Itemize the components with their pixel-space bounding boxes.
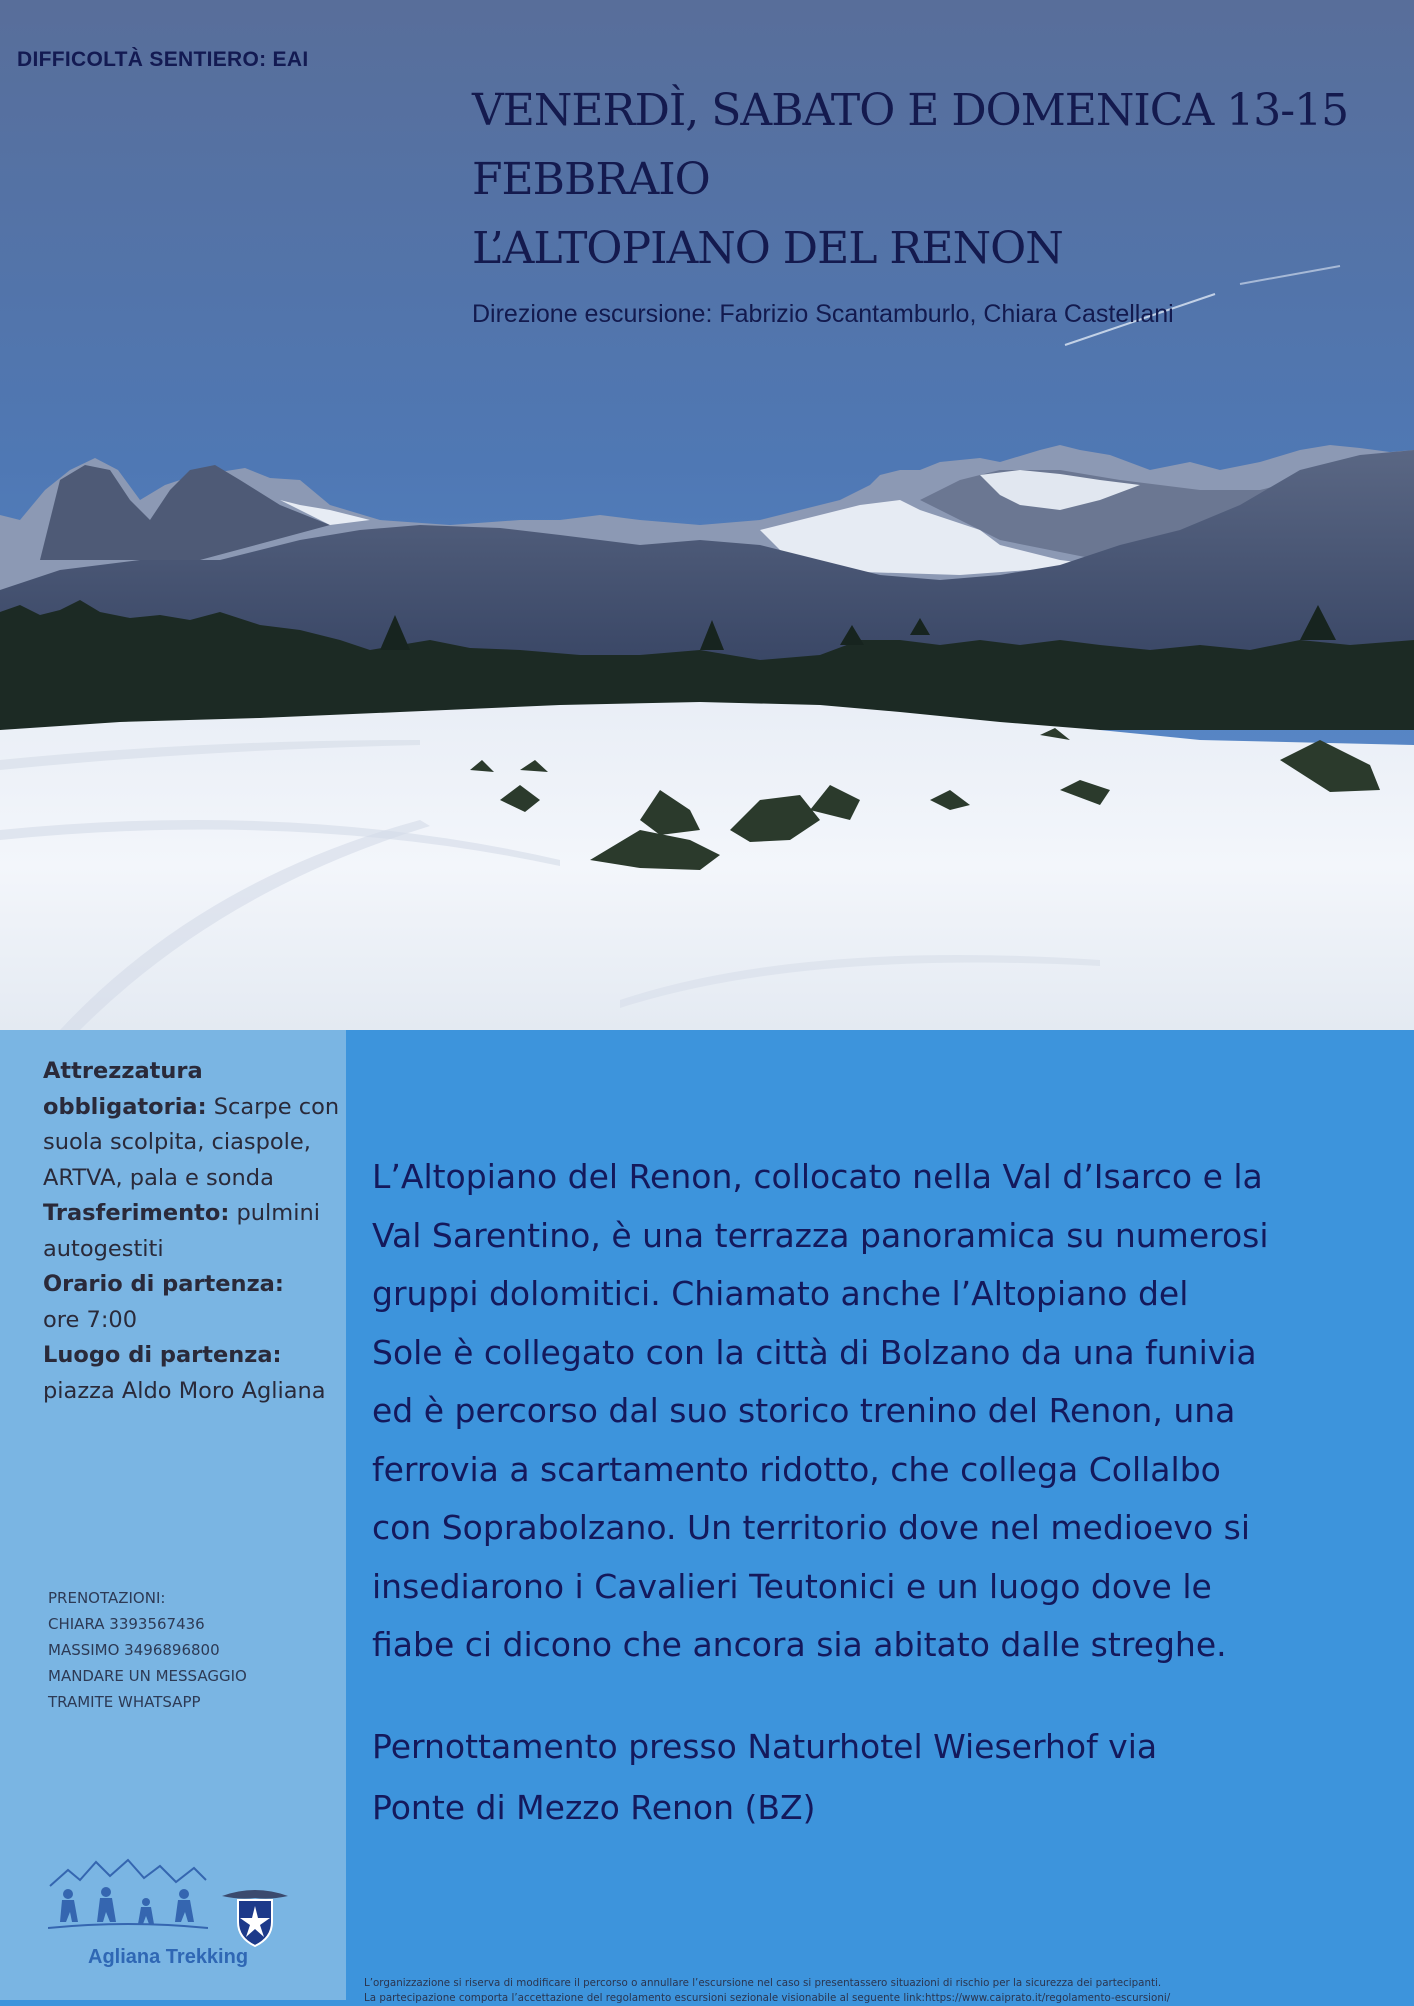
title-line: FEBBRAIO bbox=[472, 154, 710, 205]
agliana-trekking-logo bbox=[48, 1856, 208, 1938]
description-line: fiabe ci dicono che ancora sia abitato dalle streghe. bbox=[372, 1625, 1227, 1664]
description-line: L’Altopiano del Renon, collocato nella Val d’Isarco e la bbox=[372, 1157, 1263, 1196]
accommodation-line: Ponte di Mezzo Renon (BZ) bbox=[372, 1788, 816, 1827]
description-text bbox=[372, 1148, 1402, 1675]
accommodation-line: Pernottamento presso Naturhotel Wieserhof via bbox=[372, 1727, 1158, 1766]
description-line: Val Sarentino, è una terrazza panoramica su numerosi bbox=[372, 1215, 1269, 1255]
description-line: insediarono i Cavalieri Teutonici e un luogo dove le bbox=[372, 1566, 1212, 1606]
booking-line: TRAMITE WHATSAPP bbox=[48, 1693, 201, 1711]
description-line: gruppi dolomitici. Chiamato anche l’Altopiano del bbox=[372, 1274, 1189, 1313]
accommodation-text bbox=[372, 1716, 1402, 1838]
booking-line: MANDARE UN MESSAGGIO bbox=[48, 1667, 247, 1685]
description-panel bbox=[346, 1030, 1414, 2004]
equipment-value: Scarpe con suola scolpita, ciaspole, ARTVA, pala e sonda bbox=[43, 1093, 340, 1191]
transfer-value: pulmini autogestiti bbox=[43, 1200, 320, 1262]
departure-time-label: Orario di partenza: bbox=[43, 1271, 284, 1297]
departure-place-info bbox=[43, 1338, 343, 1409]
disclaimer-line: L’organizzazione si riserva di modificare il percorso o annullare l’escursione nel caso si presentassero situazioni di rischio per la sicurezza dei partecipanti. bbox=[364, 1977, 1162, 1989]
booking-line: CHIARA 3393567436 bbox=[48, 1615, 205, 1633]
description-line: ferrovia a scartamento ridotto, che collega Collalbo bbox=[372, 1449, 1221, 1489]
info-details bbox=[43, 1054, 343, 1409]
info-sidebar bbox=[0, 1030, 346, 2000]
title-line: VENERDÌ, SABATO E DOMENICA 13-15 bbox=[472, 85, 1349, 136]
equipment-label: Attrezzatura obbligatoria: bbox=[43, 1058, 207, 1120]
booking-line: MASSIMO 3496896800 bbox=[48, 1641, 220, 1659]
title-line: L’ALTOPIANO DEL RENON bbox=[472, 223, 1063, 274]
description-line: ed è percorso dal suo storico trenino del Renon, una bbox=[372, 1391, 1236, 1430]
description-line: con Soprabolzano. Un territorio dove nel medioevo si bbox=[372, 1508, 1250, 1547]
departure-place-value: piazza Aldo Moro Agliana bbox=[43, 1377, 326, 1404]
cai-logo bbox=[222, 1886, 288, 1948]
departure-time-value: ore 7:00 bbox=[43, 1306, 138, 1333]
disclaimer-text bbox=[364, 1976, 1404, 2006]
description-line: Sole è collegato con la città di Bolzano da una funivia bbox=[372, 1332, 1257, 1372]
transfer-label: Trasferimento: bbox=[43, 1200, 230, 1226]
transfer-info bbox=[43, 1196, 343, 1267]
equipment-info bbox=[43, 1054, 343, 1196]
disclaimer-line: La partecipazione comporta l’accettazione del regolamento escursioni sezionale visionabile al seguente link:https://www.caiprato.it/regolamento-escursioni/ bbox=[364, 1992, 1171, 2004]
booking-line: PRENOTAZIONI: bbox=[48, 1589, 166, 1607]
booking-info bbox=[48, 1585, 247, 1715]
logo-caption: Agliana Trekking bbox=[88, 1946, 249, 1968]
event-title bbox=[472, 76, 1372, 283]
difficulty-label: DIFFICOLTÀ SENTIERO: EAI bbox=[17, 48, 309, 71]
departure-time-info bbox=[43, 1267, 343, 1338]
excursion-leaders: Direzione escursione: Fabrizio Scantamburlo, Chiara Castellani bbox=[472, 300, 1174, 328]
departure-place-label: Luogo di partenza: bbox=[43, 1342, 282, 1368]
